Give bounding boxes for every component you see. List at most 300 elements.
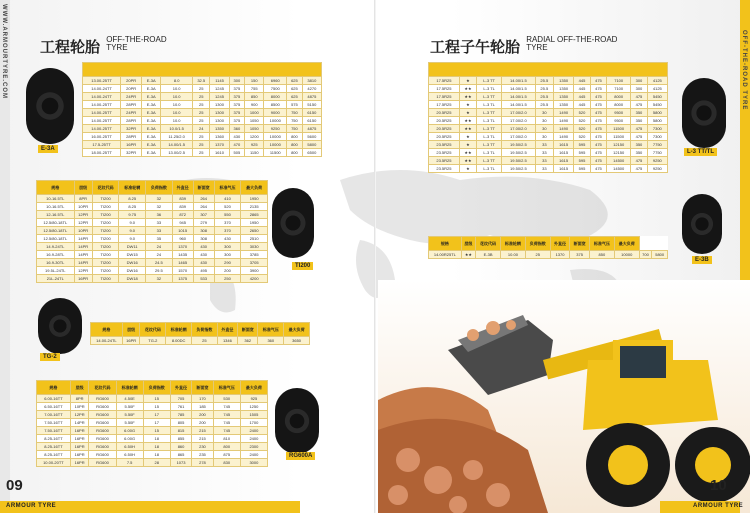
table-cell: 25.5 <box>535 93 553 101</box>
table-cell: 18.00-25TT <box>83 149 121 157</box>
table-cell: 4875 <box>302 125 321 133</box>
table-row <box>429 251 668 259</box>
table-cell: 18 <box>143 435 170 443</box>
table-cell: 10.0/1.5 <box>161 125 193 133</box>
table-header-cell: 规格 <box>429 237 462 251</box>
table-cell: 520 <box>574 133 590 141</box>
table-cell: 16PR <box>70 443 89 451</box>
table-cell: L-3 TT <box>477 125 502 133</box>
table-cell: 25 <box>193 101 210 109</box>
table-cell: 9500 <box>607 109 631 117</box>
table-cell: 29.5 <box>146 267 173 275</box>
table-cell: 1615 <box>554 165 574 173</box>
table-cell: 7.50-16TT <box>37 419 71 427</box>
table-cell: 9.0 <box>119 235 146 243</box>
table-cell: L-3 TL <box>477 165 502 173</box>
spec-table-rg600 <box>36 380 268 467</box>
spec-table-e3b <box>428 236 668 259</box>
table-cell: 24 <box>146 251 173 259</box>
title-en-line2: TYRE <box>106 43 128 52</box>
table-cell: 14PR <box>74 251 92 259</box>
table-cell: 1700 <box>240 419 267 427</box>
table-cell: 300 <box>214 243 241 251</box>
table-cell: E-3A <box>142 141 161 149</box>
table-row <box>429 101 668 109</box>
table-cell: 13.00-25TT <box>83 77 121 85</box>
table-cell: 170 <box>192 395 213 403</box>
table-cell: 520 <box>574 125 590 133</box>
table-cell: 7300 <box>647 125 667 133</box>
table-cell: 865 <box>170 451 191 459</box>
table-header-row <box>37 181 268 195</box>
table-cell: 35 <box>146 235 173 243</box>
table-cell: L-3 TL <box>477 133 502 141</box>
table-row <box>429 133 668 141</box>
table-cell: ★ <box>459 109 476 117</box>
table-cell: 505 <box>229 149 245 157</box>
table-cell: 1370 <box>172 243 193 251</box>
table-row <box>429 141 668 149</box>
table-cell: 30 <box>535 125 553 133</box>
table-cell: 495 <box>193 267 214 275</box>
table-cell: DW18 <box>119 275 146 283</box>
table-cell: 10000 <box>264 141 287 149</box>
table-header-cell: 标准气压 <box>213 381 240 395</box>
table-header-row <box>429 63 668 77</box>
table-row <box>37 403 268 411</box>
table-cell: E-3A <box>142 133 161 141</box>
table-header-cell <box>429 63 668 77</box>
table-row <box>91 337 310 345</box>
table-cell: 1360 <box>210 133 229 141</box>
table-cell: 350 <box>631 141 647 149</box>
table-cell: 1250 <box>240 403 267 411</box>
table-cell: 6.00-16TT <box>37 395 71 403</box>
table-cell: 5600 <box>302 133 321 141</box>
table-cell: 25.5 <box>535 101 553 109</box>
table-cell: TI200 <box>92 259 119 267</box>
table-cell: 32 <box>146 275 173 283</box>
table-cell: 16PR <box>70 459 89 467</box>
table-cell: 430 <box>214 235 241 243</box>
table-cell: 33 <box>146 219 173 227</box>
table-cell: 14.00-25TT <box>83 125 121 133</box>
table-cell: 8000 <box>607 93 631 101</box>
table-cell: 25 <box>193 133 210 141</box>
table-cell: 12-16.5TL <box>37 211 75 219</box>
table-cell: 11500 <box>264 149 287 157</box>
table-row <box>37 459 268 467</box>
table-cell: 530 <box>213 395 240 403</box>
table-cell: 6.00G <box>116 435 143 443</box>
table-cell: 33 <box>535 141 553 149</box>
table-cell: 20.5R25 <box>429 117 460 125</box>
table-cell: 11500 <box>607 133 631 141</box>
table-cell: 4200 <box>241 275 268 283</box>
brand-right: ARMOUR TYRE <box>693 503 744 509</box>
table-cell: 575 <box>287 101 303 109</box>
table-cell: RG600 <box>89 435 116 443</box>
table-cell: 475 <box>590 157 606 165</box>
table-cell: 7750 <box>647 149 667 157</box>
table-cell: 17.00/2.0 <box>502 125 535 133</box>
table-cell: 925 <box>240 395 267 403</box>
table-cell: ★★ <box>459 125 476 133</box>
table-cell: E-3A <box>142 149 161 157</box>
table-cell: 445 <box>574 93 590 101</box>
table-cell: 5450 <box>647 93 667 101</box>
table-cell: 745 <box>213 419 240 427</box>
table-cell: DW15 <box>119 251 146 259</box>
tire-label-l3: L-3 TT/TL <box>684 148 717 156</box>
table-cell: RG600 <box>89 451 116 459</box>
title-en-line1: OFF-THE-ROAD <box>106 35 167 44</box>
table-cell: 10.0 <box>161 85 193 93</box>
table-cell: L-3 TT <box>477 141 502 149</box>
table-cell: L-3 TT <box>477 109 502 117</box>
table-header-cell: 断面宽 <box>570 237 590 251</box>
table-cell: 800 <box>287 141 303 149</box>
table-cell: RG600 <box>89 459 116 467</box>
table-cell: 17.5R25 <box>429 77 460 85</box>
table-cell: 2400 <box>240 451 267 459</box>
title-cn: 工程轮胎 <box>40 39 101 56</box>
table-cell: 5800 <box>302 141 321 149</box>
table-cell: 20PR <box>121 85 142 93</box>
table-cell: 279 <box>193 219 214 227</box>
table-row <box>83 93 322 101</box>
table-header-row <box>91 323 310 337</box>
table-cell: 1015 <box>172 227 193 235</box>
page-title-left <box>40 36 167 57</box>
table-cell: 14.00-25TT <box>83 117 121 125</box>
table-cell: RG600 <box>89 419 116 427</box>
table-cell: 360 <box>258 337 284 345</box>
table-cell: 290 <box>214 259 241 267</box>
table-cell: 300 <box>631 77 647 85</box>
table-cell: 16PR <box>121 141 142 149</box>
table-cell: 595 <box>574 165 590 173</box>
table-cell: TI200 <box>92 251 119 259</box>
table-cell: 10PR <box>74 227 92 235</box>
table-cell: 1375 <box>172 275 193 283</box>
table-row <box>37 419 268 427</box>
table-cell: E-3A <box>142 101 161 109</box>
table-header-cell: 外直径 <box>170 381 191 395</box>
table-cell: 430 <box>193 259 214 267</box>
page-number-left: 09 <box>6 477 23 494</box>
table-cell: 19.5L-24TL <box>37 267 75 275</box>
table-header-cell: 最大负荷 <box>614 237 639 251</box>
table-cell: L-3 TL <box>477 149 502 157</box>
table-cell: 1490 <box>554 109 574 117</box>
table-row <box>429 85 668 93</box>
table-cell: 2400 <box>240 435 267 443</box>
table-cell: 185 <box>192 403 213 411</box>
table-cell: 25 <box>193 149 210 157</box>
table-cell: 10.0 <box>161 117 193 125</box>
table-header-cell: 花纹代码 <box>140 323 166 337</box>
table-cell: 8.25-16TT <box>37 443 71 451</box>
table-cell: 17.5R25 <box>429 101 460 109</box>
table-cell: 8.00DC <box>166 337 192 345</box>
table-cell: 370 <box>214 219 241 227</box>
table-cell: 12.5/80-18TL <box>37 227 75 235</box>
table-cell: 16PR <box>122 337 140 345</box>
table-cell: 235 <box>192 451 213 459</box>
table-cell: 14.00-25TT <box>83 109 121 117</box>
table-cell: 8PR <box>74 195 92 203</box>
table-cell: 200 <box>214 267 241 275</box>
table-cell: 25 <box>193 117 210 125</box>
table-cell: 14.00/1.5 <box>502 85 535 93</box>
table-cell: 10000 <box>264 133 287 141</box>
table-cell: 2400 <box>240 427 267 435</box>
table-header-cell: 花纹代码 <box>476 237 501 251</box>
table-cell: 12150 <box>607 141 631 149</box>
table-cell: 10-16.5TL <box>37 195 75 203</box>
table-cell: 12.5/80-18TL <box>37 219 75 227</box>
table-cell: 24PR <box>121 109 142 117</box>
table-cell: 475 <box>631 133 647 141</box>
table-cell: 520 <box>214 203 241 211</box>
table-header-cell: 层级 <box>461 237 475 251</box>
table-cell: 4125 <box>647 85 667 93</box>
table-cell: 32.5 <box>193 77 210 85</box>
table-cell: 350 <box>631 109 647 117</box>
table-header-cell <box>83 63 322 77</box>
table-row <box>83 141 322 149</box>
table-cell: 250 <box>214 275 241 283</box>
table-cell: 4875 <box>302 93 321 101</box>
table-cell: TI200 <box>92 243 119 251</box>
table-cell: 1490 <box>554 133 574 141</box>
table-cell: 475 <box>590 93 606 101</box>
table-cell: 150 <box>245 77 264 85</box>
table-cell: 10PR <box>70 403 89 411</box>
table-row <box>83 109 322 117</box>
tire-label-tg2: TG-2 <box>40 353 60 361</box>
table-row <box>37 267 268 275</box>
table-cell: 475 <box>590 125 606 133</box>
table-cell: 7100 <box>607 77 631 85</box>
table-row <box>429 109 668 117</box>
website-url: WWW.ARMOURTYRE.COM <box>1 4 7 99</box>
table-header-row <box>83 63 322 77</box>
table-cell: 33 <box>535 157 553 165</box>
table-cell: 14.00R25TL <box>429 251 462 259</box>
table-cell: 3030 <box>241 243 268 251</box>
table-cell: 23.5R25 <box>429 165 460 173</box>
table-cell: 10PR <box>74 203 92 211</box>
table-cell: 761 <box>170 403 191 411</box>
table-cell: 475 <box>590 141 606 149</box>
table-cell: 10.00 <box>500 251 525 259</box>
table-cell: 9.75 <box>119 211 146 219</box>
table-cell: 14PR <box>70 419 89 427</box>
table-cell: RG600 <box>89 403 116 411</box>
table-cell: 375 <box>570 251 590 259</box>
table-cell: 5.50F <box>116 411 143 419</box>
table-cell: L-3 TL <box>477 85 502 93</box>
table-cell: 15 <box>143 403 170 411</box>
table-cell: RG600 <box>89 395 116 403</box>
table-cell: 1050 <box>245 117 264 125</box>
table-cell: 1050 <box>245 125 264 133</box>
table-cell: 16PR <box>70 435 89 443</box>
table-cell: 28PR <box>121 133 142 141</box>
table-cell: 23.5R25 <box>429 157 460 165</box>
table-cell: 6960 <box>264 77 287 85</box>
table-cell: 745 <box>213 427 240 435</box>
table-cell: 14.00-24TT <box>83 85 121 93</box>
title-en <box>106 36 166 52</box>
table-header-cell: 规格 <box>91 323 123 337</box>
table-cell: 17.5R25 <box>429 93 460 101</box>
table-cell: 307 <box>193 211 214 219</box>
table-cell: 1950 <box>241 219 268 227</box>
table-cell: 7.5 <box>116 459 143 467</box>
table-cell: 830 <box>213 459 240 467</box>
table-cell: 800 <box>287 149 303 157</box>
table-cell: 520 <box>574 117 590 125</box>
spec-table-ti200 <box>36 180 268 283</box>
table-cell: 11.25/2.0 <box>161 133 193 141</box>
table-cell: 875 <box>213 451 240 459</box>
table-cell: E-3A <box>142 85 161 93</box>
table-header-cell: 标准轮辋 <box>119 181 146 195</box>
table-row <box>83 77 322 85</box>
table-cell: 925 <box>245 141 264 149</box>
table-row <box>429 157 668 165</box>
table-cell: 20PR <box>121 77 142 85</box>
table-cell: 8.0 <box>161 77 193 85</box>
table-cell: 595 <box>574 157 590 165</box>
table-row <box>83 117 322 125</box>
table-cell: 12150 <box>607 149 631 157</box>
table-cell: 14.00/1.5 <box>502 93 535 101</box>
table-cell: 17.00/2.0 <box>502 133 535 141</box>
table-cell: 5800 <box>652 251 668 259</box>
table-cell: 10-16.5TL <box>37 203 75 211</box>
table-cell: 1615 <box>554 141 574 149</box>
table-row <box>83 125 322 133</box>
table-cell: 32PR <box>121 125 142 133</box>
table-cell: 25 <box>193 85 210 93</box>
table-cell: 860 <box>170 443 191 451</box>
table-cell: 8.25 <box>119 203 146 211</box>
table-cell: 430 <box>193 243 214 251</box>
table-header-cell: 规格 <box>37 181 75 195</box>
table-cell: 410 <box>214 195 241 203</box>
spec-table-l3 <box>428 62 668 173</box>
table-cell: 1370 <box>210 141 229 149</box>
table-cell: 14500 <box>607 165 631 173</box>
table-cell: 215 <box>192 435 213 443</box>
table-cell: 1615 <box>554 157 574 165</box>
table-header-row <box>429 237 668 251</box>
table-cell: 300 <box>229 77 245 85</box>
table-header-cell: 花纹代码 <box>92 181 119 195</box>
table-cell: E-3B <box>476 251 501 259</box>
table-cell: 5150 <box>302 101 321 109</box>
table-row <box>37 275 268 283</box>
table-cell: 1435 <box>172 251 193 259</box>
table-cell: E-3A <box>142 109 161 117</box>
table-cell: RG600 <box>89 427 116 435</box>
table-cell: 625 <box>287 77 303 85</box>
table-cell: ★★ <box>459 85 476 93</box>
table-cell: 595 <box>574 141 590 149</box>
table-cell: 33 <box>535 165 553 173</box>
table-cell: 2865 <box>241 211 268 219</box>
table-cell: 21L-24TL <box>37 275 75 283</box>
table-cell: 5.50F <box>116 419 143 427</box>
table-cell: 28 <box>143 459 170 467</box>
table-cell: 3785 <box>241 251 268 259</box>
table-cell: 12PR <box>70 411 89 419</box>
table-cell: 30 <box>535 117 553 125</box>
table-cell: 300 <box>631 85 647 93</box>
table-cell: 475 <box>590 149 606 157</box>
table-cell: 5.50F <box>116 403 143 411</box>
table-header-cell: 标准气压 <box>589 237 614 251</box>
table-cell: 15 <box>143 427 170 435</box>
table-cell: 475 <box>631 101 647 109</box>
table-cell: 475 <box>631 157 647 165</box>
table-cell: 11500 <box>607 125 631 133</box>
table-cell: 200 <box>192 411 213 419</box>
table-cell: 595 <box>574 149 590 157</box>
table-cell: 24 <box>146 243 173 251</box>
table-cell: 10.0 <box>161 93 193 101</box>
table-row <box>37 211 268 219</box>
table-cell: 850 <box>245 93 264 101</box>
table-cell: 375 <box>229 117 245 125</box>
table-cell: 360 <box>229 125 245 133</box>
table-cell: 20.5R25 <box>429 133 460 141</box>
table-cell: 945 <box>172 219 193 227</box>
tire-label-rg600a: RG600A <box>286 452 315 460</box>
table-cell: 5800 <box>647 109 667 117</box>
table-cell: 800 <box>213 443 240 451</box>
table-cell: 25.5 <box>535 77 553 85</box>
table-cell: 3900 <box>241 267 268 275</box>
table-cell: 9250 <box>264 125 287 133</box>
table-row <box>37 243 268 251</box>
table-cell: L-3 TT <box>477 77 502 85</box>
table-cell: 872 <box>172 211 193 219</box>
table-cell: 7100 <box>607 85 631 93</box>
table-cell: 16.9-28TL <box>37 251 75 259</box>
table-cell: 475 <box>631 125 647 133</box>
table-cell: 19.50/2.5 <box>502 149 535 157</box>
table-cell: 25 <box>191 337 217 345</box>
table-cell: 8PR <box>70 395 89 403</box>
table-cell: 32PR <box>121 149 142 157</box>
table-header-cell: 层级 <box>70 381 89 395</box>
table-cell: 6500 <box>302 149 321 157</box>
table-header-cell: 标准气压 <box>258 323 284 337</box>
table-header-cell: 断面宽 <box>192 381 213 395</box>
table-row <box>429 149 668 157</box>
table-cell: ★ <box>459 133 476 141</box>
side-title-right: OFF-THE-ROAD TYRE <box>741 30 747 111</box>
table-cell: 24 <box>193 125 210 133</box>
table-cell: 17 <box>143 419 170 427</box>
table-cell: 19.50/2.5 <box>502 165 535 173</box>
table-cell: 30 <box>535 109 553 117</box>
